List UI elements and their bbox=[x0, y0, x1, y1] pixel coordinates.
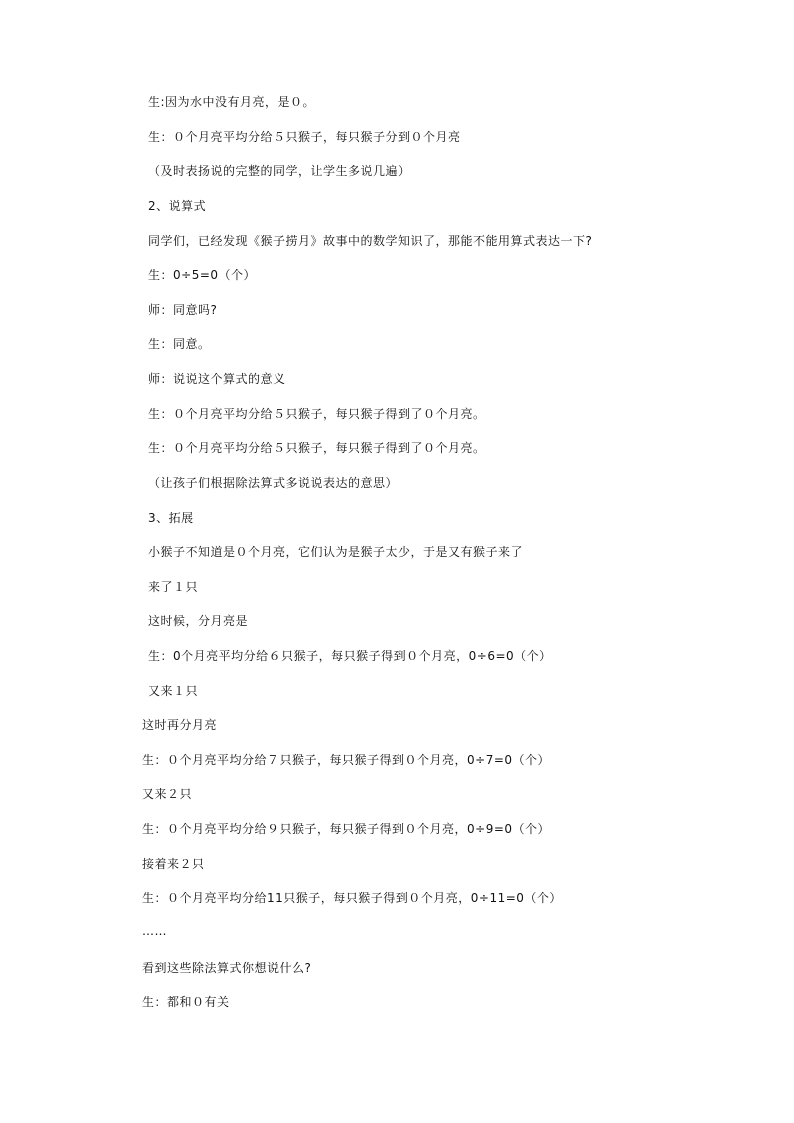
text-line: （让孩子们根据除法算式多说说表达的意思） bbox=[148, 476, 399, 490]
text-line: 师：说说这个算式的意义 bbox=[148, 372, 286, 386]
text-line: 生：同意。 bbox=[148, 337, 211, 351]
text-line: 师：同意吗? bbox=[148, 303, 218, 317]
text-line: 生：０个月亮平均分给９只猴子，每只猴子得到０个月亮，0÷9=0（个） bbox=[142, 822, 551, 836]
text-line: 小猴子不知道是０个月亮，它们认为是猴子太少，于是又有猴子来了 bbox=[148, 545, 524, 559]
text-line: 生:因为水中没有月亮，是０。 bbox=[148, 95, 316, 109]
text-line: 看到这些除法算式你想说什么? bbox=[142, 961, 312, 975]
text-line: 生：0个月亮平均分给６只猴子，每只猴子得到０个月亮，0÷6=0（个） bbox=[148, 649, 552, 663]
text-line: 生：0÷5=0（个） bbox=[148, 268, 257, 282]
ellipsis-line: …… bbox=[142, 924, 167, 938]
text-line: 生：０个月亮平均分给５只猴子，每只猴子分到０个月亮 bbox=[148, 130, 461, 144]
section-heading: 3、拓展 bbox=[148, 511, 194, 525]
text-line: 生：０个月亮平均分给７只猴子，每只猴子得到０个月亮，0÷7=0（个） bbox=[142, 753, 551, 767]
text-line: 这时再分月亮 bbox=[142, 718, 218, 732]
text-line: 生：０个月亮平均分给５只猴子，每只猴子得到了０个月亮。 bbox=[148, 407, 486, 421]
text-line: （及时表扬说的完整的同学，让学生多说几遍） bbox=[148, 164, 411, 178]
text-line: 来了１只 bbox=[148, 580, 199, 594]
text-line: 同学们，已经发现《猴子捞月》故事中的数学知识了，那能不能用算式表达一下? bbox=[148, 234, 593, 248]
text-line: 生：都和０有关 bbox=[142, 995, 230, 1009]
text-line: 又来１只 bbox=[148, 684, 199, 698]
text-line: 生：０个月亮平均分给11只猴子，每只猴子得到０个月亮，0÷11=0（个） bbox=[142, 891, 562, 905]
text-line: 又来２只 bbox=[142, 787, 193, 801]
text-line: 生：０个月亮平均分给５只猴子，每只猴子得到了０个月亮。 bbox=[148, 441, 486, 455]
text-line: 接着来２只 bbox=[142, 857, 205, 871]
section-heading: 2、说算式 bbox=[148, 199, 207, 213]
text-line: 这时候，分月亮是 bbox=[148, 614, 249, 628]
